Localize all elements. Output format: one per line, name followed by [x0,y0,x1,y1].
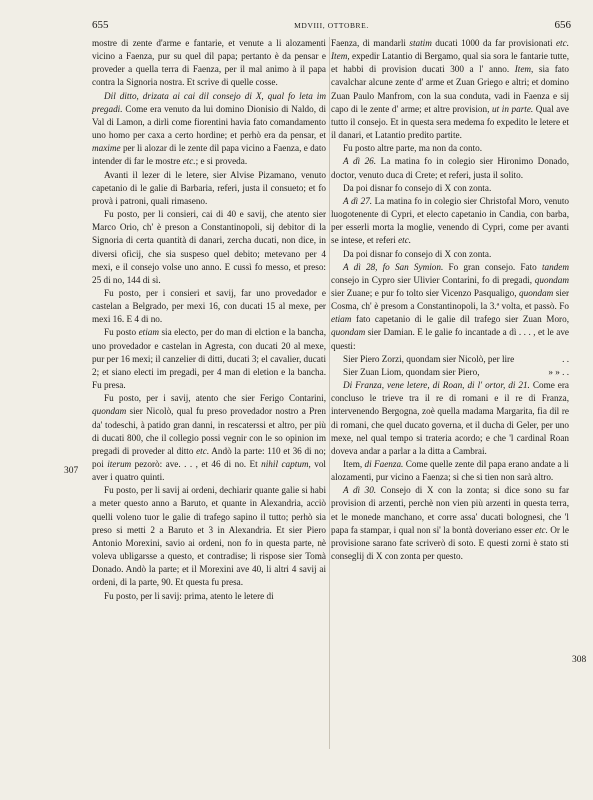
right-column [331,37,569,563]
page-number-left: 655 [92,19,109,31]
date-heading: A dì 28, fo San Symion. [343,261,444,272]
date-heading: A dì 27. [343,195,373,206]
paragraph: mostre di zente d'arme e fantarie, et venute a li alozamenti vicino a Faenza, pur su quel dil papa; pertanto è da pensar e proveder a quella terra di Faenza, per il mal animo à il papa contra la Signoria nostra. Et scrive di quelle cosse. [92,38,326,88]
margin-note-right: 308 [572,655,587,665]
date-heading: A dì 30. [343,485,377,496]
paragraph: A dì 28, fo San Symion. Fo gran consejo. Fato tandem consejo in Cypro sier Ulivier Contarini, fo di pregadi, quondam sier Zuane; e pur fo tolto sier Vicenzo Pasqualigo, quondam sier Cosma, ch' è presom a Constantinopoli, la 3.ª volta, et passò. Fo etiam fato capetanio di le galie dil trafego sier Zuan Moro, quondam sier Damian. E le galie fo incantade a dì . . . , et le ave questi: [331,261,569,351]
paragraph: A dì 26. La matina fo in colegio sier Hironimo Donado, doctor, venuto duca di Crete; et referi, justa il solito. [331,156,569,180]
margin-note-left: 307 [64,466,79,476]
paragraph: Fu posto, per li savij: prima, atento le letere di [104,590,274,601]
paragraph: Dil ditto, drizata ai cai dil consejo di X, qual fo leta im pregadi. Come era venuto da lui domino Dionisio di Naldo, di Val di Lamon, a dirli come fiorentini havia fato comandamento uno homo per caxa a certo hordine; et perhò era da pensar, et maxime per li alozar di le zente dil papa vicino a Faenza, e dato intender di far le mostre etc.; e si proveda. [92,90,326,167]
paragraph: Fu posto, per i consieri et savij, far uno provedador e castelan a Belgrado, per mexi 16, con ducati 15 al mexe, per mexi 16. E 4 di no. [92,287,326,325]
page-number-right: 656 [554,19,571,31]
page-header [92,19,571,33]
paragraph: A dì 30. Consejo di X con la zonta; si dice sono su far provision di arzenti, perchè non vien più arzenti in questa terra, et le monede manchano, et corre assa' ducati bolognesi, che 'l papa fa stampar, i qual non si' la bontà doveriano esser etc. Or le provisione sarano fate scriverò di soto. E questi zorni è stato sti conseglij di X con zonta per questo. [331,485,570,562]
paragraph: Avanti il lezer di le letere, sier Alvise Pizamano, venuto capetanio di le galie di Barbaria, referi, justa il consueto; et fo provà i patroni, quali rimaseno. [92,169,326,206]
list-item: Sier Piero Zorzi, quondam sier Nicolò, per lire . . [343,353,569,364]
paragraph: Fu posto, per li savij ai ordeni, dechiarir quante galie si habi a meter questo anno a Baruto, et quante in Alexandria, acciò quelli voleno tuor le galie di trafego sapino il tutto; perhò sia preso si metti 2 a Baruto et 3 in Alexandria. Et sier Piero Antonio Morexini, savio ai ordeni, non fo in questa parte, nè voleva ubligarsse a questo, et contradise; li rispose sier Tomà Donado. Andò la parte; et il Morexini ave 40, li altri 4 savij ai ordeni, di la parte, 90. Et questa fu presa. [92,485,326,588]
galley-auction-list [331,353,569,379]
paragraph: Fu posto altre parte, ma non da conto. [343,143,483,154]
paragraph: Fu posto etiam sia electo, per do man di elction e la bancha, uno provedador e castelan in Agresta, con ducati 20 al mexe, pur per 16 mexi; il canzelier di ditti, ducati 3; el cavalier, ducati 2; et siano electi im pregadi, per 4 man di eletion e la bancha. Fu presa. [92,327,326,391]
paragraph: Di Franza, vene letere, di Roan, di l' ortor, di 21. Come era concluso le trieve tra il re di romani e il re di Franza, intervenendo Bergogna, zoè quella madama Margarita, fia dil re di romani, che quel ducato governa, et il ducha di Geler, per uno mexe, nel qual tempo si trateria acordo; e che 'l cardinal Roan doveva andar a parlar a la ditta a Cambrai. [331,380,569,456]
letter-heading: di Faenza. [364,459,404,469]
list-item: Sier Zuan Liom, quondam sier Piero, » » . . [343,366,569,377]
left-column [92,37,326,603]
column-divider [329,37,330,749]
paragraph: Fu posto, per i savij, atento che sier Ferigo Contarini, quondam sier Nicolò, qual fu preso provedador nostro a Pren da' todeschi, à patido gran danni, in rescaterssi et altro, per più di ducati 800, che il collegio possi vegnir con le so opinion im pregadi di proveder al ditto etc. Andò la parte: 110 et 36 di no; poi iterum pezorò: ave. . . , et 46 di no. Et nihil captum, vol aver i quatro quinti. [92,393,326,483]
letter-heading: Dil ditto, drizata ai cai dil consejo di X, qual fo leta im pregadi. [92,90,326,114]
paragraph: Da poi disnar fo consejo di X con zonta. [343,248,492,259]
paragraph: Da poi disnar fo consejo di X con zonta. [343,182,492,193]
running-title: MDVIII, OTTOBRE. [294,21,369,30]
paragraph: Faenza, di mandarli statim ducati 1000 da far provisionati etc. Item, expedir Latantio di Bergamo, qual sia sora le fantarie tutte, et habbi di provision ducati 300 a l' anno. Item, sia fato cavalchar alcune zente d' arme et Zuan Griego e altri; et domino Zuan Paulo Manfrom, con la sua conduta, vadi in Faenza e sij capo di le zente d' arme; et altre provision, ut in parte. Qual ave tutto il consejo. Et in questa sera medema fo expedito le letere et il danari, et Latantio predito partite. [331,38,570,141]
date-heading: A dì 26. [343,156,377,167]
paragraph: Fu posto, per li consieri, cai di 40 e savij, che atento sier Marco Orio, ch' è preson a Constantinopoli, sij debitor di la Signoria di certa quantità di danari, zercha ducati, non dice, in diversi oficij, che sia suspeso quel debito; metevano per 4 mexi, e il consejo volse uno anno. E cussì fo messo, et preso: 25 di no, 144 di sì. [92,209,326,285]
paragraph: A dì 27. La matina fo in colegio sier Christofal Moro, venuto luogotenente di Cypri, et electo capetanio in Candia, con barba, per esserli morta la moglie, venendo di Cypri, come per avanti se intese, et referi etc. [331,195,569,246]
letter-heading: Di Franza, vene letere, di Roan, di l' ortor, di 21. [343,380,530,391]
paragraph: Item, di Faenza. Come quelle zente dil papa erano andate a li alozamenti, pur vicino a Faenza; si che si tien non sarà altro. [331,459,569,483]
